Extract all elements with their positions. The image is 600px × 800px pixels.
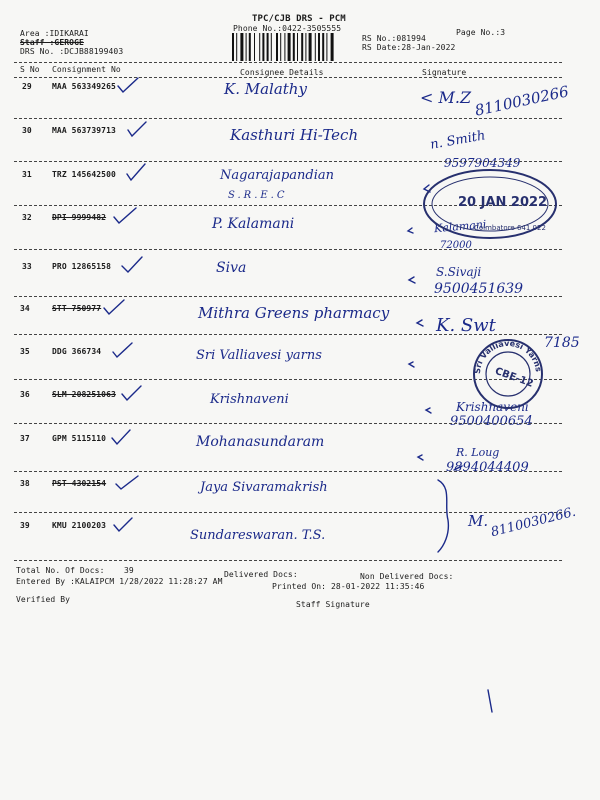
row-signature: S.Sivaji xyxy=(436,265,482,279)
checkmark-icon xyxy=(114,208,136,223)
rs-date: RS Date:28-Jan-2022 xyxy=(362,43,456,52)
area-field: Area :IDIKARAI xyxy=(20,29,89,38)
row-consignment: GPM 5115110 xyxy=(52,434,107,443)
row-consignee: Sri Valliavesi yarns xyxy=(196,348,322,363)
checkmark-icon xyxy=(122,386,141,400)
ink-mark xyxy=(454,466,462,470)
checkmark-icon xyxy=(118,78,138,92)
row-sno: 33 xyxy=(22,262,32,271)
row-consignee: Sundareswaran. T.S. xyxy=(190,528,326,543)
col-header-consignment: Consignment No xyxy=(52,65,121,74)
row-consignee: K. Malathy xyxy=(224,80,307,98)
date-stamp-text: 20 JAN 2022 xyxy=(458,195,548,210)
row-consignment: TRZ 145642500 xyxy=(52,170,116,179)
row-sno: 39 xyxy=(20,521,30,530)
ink-mark xyxy=(409,277,415,283)
staff-field: Staff :GEROGE xyxy=(20,38,84,47)
row-consignment: PST 4302154 xyxy=(52,479,107,488)
row-signature: M. xyxy=(468,512,489,530)
page-number: Page No.:3 xyxy=(456,28,506,37)
row-sno: 29 xyxy=(22,82,32,91)
row-consignee: Nagarajapandian xyxy=(220,168,334,183)
row-consignee: Mithra Greens pharmacy xyxy=(198,304,390,322)
row-signature: K. Swt xyxy=(436,315,496,336)
row-sno: 30 xyxy=(22,126,32,135)
row-consignment: SLM 208251063 xyxy=(52,390,116,399)
delivered-docs-label: Delivered Docs: xyxy=(224,570,298,579)
row-consignee: Jaya Sivaramakrish xyxy=(200,480,328,495)
row-signature-phone: 8110030266. xyxy=(489,504,578,541)
company-stamp xyxy=(462,336,558,412)
row-consignee: Mohanasundaram xyxy=(196,434,325,450)
ink-mark xyxy=(418,455,423,460)
row-consignment: PRO 12865158 xyxy=(52,262,111,271)
row-signature-phone: 9597904349 xyxy=(444,156,521,170)
row-consignment: DDG 366734 xyxy=(52,347,102,356)
checkmark-icon xyxy=(113,343,132,357)
row-sno: 31 xyxy=(22,170,32,179)
checkmark-icon xyxy=(104,300,124,314)
total-docs-value: 39 xyxy=(124,566,134,575)
checkmark-icon xyxy=(114,518,132,531)
ink-mark xyxy=(438,480,448,552)
row-sno: 34 xyxy=(20,304,30,313)
col-header-consignee: Consignee Details xyxy=(240,68,324,77)
row-signature-phone: 9500400654 xyxy=(450,414,533,429)
rs-number: RS No.:081994 xyxy=(362,34,426,43)
ink-mark xyxy=(426,408,431,413)
row-consignee-line2: S.R.E.C xyxy=(228,190,288,201)
row-signature-phone: 7185 xyxy=(544,335,580,351)
checkmark-icon xyxy=(112,430,130,444)
date-stamp-subtext: Coimbatore 641 022 xyxy=(474,224,546,232)
col-header-sno: S No xyxy=(20,65,40,74)
checkmark-icon xyxy=(116,476,138,489)
row-consignment: STT 750977 xyxy=(52,304,102,313)
entered-by: Entered By :KALAIPCM 1/28/2022 11:28:27 AM xyxy=(16,577,223,586)
row-signature-phone: 8110030266 xyxy=(473,82,571,120)
staff-signature-label: Staff Signature xyxy=(296,600,370,609)
company-stamp-subtext: CBE-12 xyxy=(493,365,535,390)
row-consignment: DPI 9999482 xyxy=(52,213,107,222)
checkmark-icon xyxy=(128,122,146,136)
row-signature-phone: 9894044409 xyxy=(446,460,529,475)
document-title: TPC/CJB DRS - PCM xyxy=(252,14,346,24)
company-stamp-text: Sri Valliavesi Yarns xyxy=(472,338,543,375)
row-signature: Kalamani xyxy=(433,217,487,236)
date-stamp xyxy=(418,164,564,246)
row-sno: 38 xyxy=(20,479,30,488)
row-signature: Krishnaveni xyxy=(456,400,529,414)
phone-number: Phone No.:0422-3505555 xyxy=(233,24,342,33)
col-header-signature: Signature xyxy=(422,68,467,77)
row-signature: R. Loug xyxy=(456,446,500,459)
row-signature: n. Smith xyxy=(429,128,487,153)
checkmark-icon xyxy=(127,164,145,180)
row-signature-phone: 9500451639 xyxy=(434,281,524,297)
printed-on: Printed On: 28-01-2022 11:35:46 xyxy=(272,582,425,591)
non-delivered-docs-label: Non Delivered Docs: xyxy=(360,572,454,581)
row-consignee: Kasthuri Hi-Tech xyxy=(230,126,359,144)
row-consignment: KMU 2100203 xyxy=(52,521,107,530)
row-sno: 32 xyxy=(22,213,32,222)
verified-by-label: Verified By xyxy=(16,595,71,604)
row-consignee: P. Kalamani xyxy=(212,216,295,232)
row-signature-phone: 72000 xyxy=(440,240,472,251)
ink-mark xyxy=(488,690,492,712)
total-docs-label: Total No. Of Docs: xyxy=(16,566,105,575)
row-consignment: MAA 563739713 xyxy=(52,126,116,135)
row-consignment: MAA 563349265 xyxy=(52,82,116,91)
ink-mark xyxy=(417,320,423,326)
checkmark-icon xyxy=(122,257,142,272)
row-consignee: Krishnaveni xyxy=(210,392,289,407)
ink-mark xyxy=(408,228,413,233)
drs-number: DRS No. :DCJB88199403 xyxy=(20,47,124,56)
ink-mark xyxy=(409,362,414,367)
row-consignee: Siva xyxy=(216,260,247,276)
row-sno: 37 xyxy=(20,434,30,443)
row-sno: 36 xyxy=(20,390,30,399)
row-signature: < M.Z xyxy=(420,88,472,107)
row-sno: 35 xyxy=(20,347,30,356)
